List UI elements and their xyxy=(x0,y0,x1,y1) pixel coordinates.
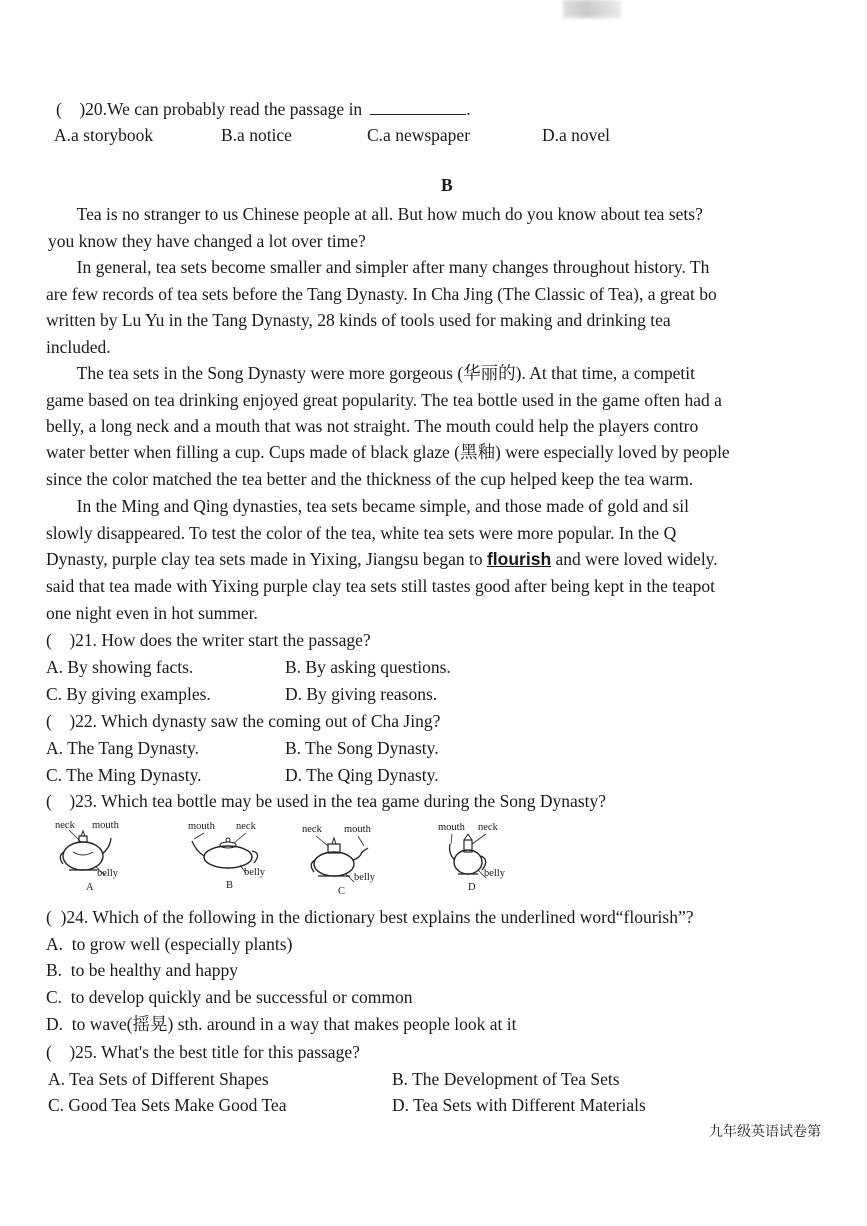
q22-option-c: C. The Ming Dynasty. xyxy=(46,765,202,785)
passage-line xyxy=(46,547,718,571)
q20-stem: ( )20.We can probably read the passage in xyxy=(56,99,363,119)
q24-option-b: B. to be healthy and happy xyxy=(46,960,238,980)
passage-text: and were loved widely. xyxy=(555,549,718,569)
q20-option-a: A.a storybook xyxy=(54,125,154,145)
teapot-letter: A xyxy=(86,882,94,893)
teapot-label-mouth: mouth xyxy=(188,821,215,832)
q25-option-c: C. Good Tea Sets Make Good Tea xyxy=(48,1095,287,1115)
q21-option-a: A. By showing facts. xyxy=(46,657,194,677)
passage-line: water better when filling a cup. Cups made of black glaze (黑釉) were especially loved by people xyxy=(46,442,730,462)
passage-line: belly, a long neck and a mouth that was not straight. The mouth could help the players contro xyxy=(46,416,699,436)
passage-line: Tea is no stranger to us Chinese people at all. But how much do you know about tea sets? xyxy=(46,204,703,224)
teapot-label-mouth: mouth xyxy=(438,822,465,833)
teapot-letter: C xyxy=(338,886,346,897)
q25-option-a: A. Tea Sets of Different Shapes xyxy=(48,1069,269,1089)
passage-line: In general, tea sets become smaller and simpler after many changes throughout history. Th xyxy=(46,257,710,277)
q24-stem: ( )24. Which of the following in the dictionary best explains the underlined word“flourish”? xyxy=(46,907,694,927)
q24-option-a: A. to grow well (especially plants) xyxy=(46,934,293,954)
passage-line: game based on tea drinking enjoyed great popularity. The tea bottle used in the game often had a xyxy=(46,390,722,410)
teapot-label-neck: neck xyxy=(236,821,256,832)
passage-line: are few records of tea sets before the Tang Dynasty. In Cha Jing (The Classic of Tea), a great bo xyxy=(46,284,717,304)
q20-option-d: D.a novel xyxy=(542,125,611,145)
passage-line: one night even in hot summer. xyxy=(46,603,258,623)
q24-option-c: C. to develop quickly and be successful or common xyxy=(46,987,413,1007)
passage-line: said that tea made with Yixing purple clay tea sets still tastes good after being kept in the teapot xyxy=(46,576,716,596)
q20-option-c: C.a newspaper xyxy=(367,125,471,145)
teapot-label-belly: belly xyxy=(484,868,505,879)
teapot-label-mouth: mouth xyxy=(92,820,119,831)
q21-stem: ( )21. How does the writer start the passage? xyxy=(46,630,371,650)
q25-option-b: B. The Development of Tea Sets xyxy=(392,1069,620,1089)
q24-option-d: D. to wave(摇晃) sth. around in a way that makes people look at it xyxy=(46,1014,517,1034)
teapot-letter: D xyxy=(468,882,476,893)
teapot-letter: B xyxy=(226,880,234,891)
q21-option-c: C. By giving examples. xyxy=(46,684,211,704)
section-b-title: B xyxy=(441,175,453,195)
teapot-label-belly: belly xyxy=(244,867,265,878)
scan-smudge xyxy=(563,0,621,18)
q20-option-b: B.a notice xyxy=(221,125,292,145)
passage-line: The tea sets in the Song Dynasty were more gorgeous (华丽的). At that time, a competit xyxy=(46,363,695,383)
teapot-label-neck: neck xyxy=(478,822,498,833)
passage-text: Dynasty, purple clay tea sets made in Yixing, Jiangsu began to xyxy=(46,549,483,569)
teapot-label-mouth: mouth xyxy=(344,824,371,835)
q20-period: . xyxy=(466,99,471,119)
passage-line: you know they have changed a lot over time? xyxy=(48,231,366,251)
q20-answer-blank[interactable] xyxy=(370,100,466,115)
q22-stem: ( )22. Which dynasty saw the coming out of Cha Jing? xyxy=(46,711,441,731)
passage-line: included. xyxy=(46,337,111,357)
passage-line: slowly disappeared. To test the color of the tea, white tea sets were more popular. In the Q xyxy=(46,523,677,543)
passage-line: written by Lu Yu in the Tang Dynasty, 28 kinds of tools used for making and drinking tea xyxy=(46,310,671,330)
passage-line: since the color matched the tea better and the thickness of the cup helped keep the tea warm. xyxy=(46,469,694,489)
q25-stem: ( )25. What's the best title for this passage? xyxy=(46,1042,360,1062)
page-footer: 九年级英语试卷第 xyxy=(709,1124,821,1140)
passage-line: In the Ming and Qing dynasties, tea sets became simple, and those made of gold and sil xyxy=(46,496,689,516)
teapot-label-belly: belly xyxy=(354,872,375,883)
q25-option-d: D. Tea Sets with Different Materials xyxy=(392,1095,646,1115)
teapot-label-neck: neck xyxy=(55,820,75,831)
q22-option-d: D. The Qing Dynasty. xyxy=(285,765,439,785)
q21-option-b: B. By asking questions. xyxy=(285,657,451,677)
teapot-label-neck: neck xyxy=(302,824,322,835)
q21-option-d: D. By giving reasons. xyxy=(285,684,438,704)
q22-option-b: B. The Song Dynasty. xyxy=(285,738,439,758)
teapot-label-belly: belly xyxy=(97,868,118,879)
underlined-word-flourish: flourish xyxy=(486,549,552,569)
q22-option-a: A. The Tang Dynasty. xyxy=(46,738,200,758)
q23-stem: ( )23. Which tea bottle may be used in the tea game during the Song Dynasty? xyxy=(46,791,607,811)
q20-line xyxy=(56,97,471,121)
